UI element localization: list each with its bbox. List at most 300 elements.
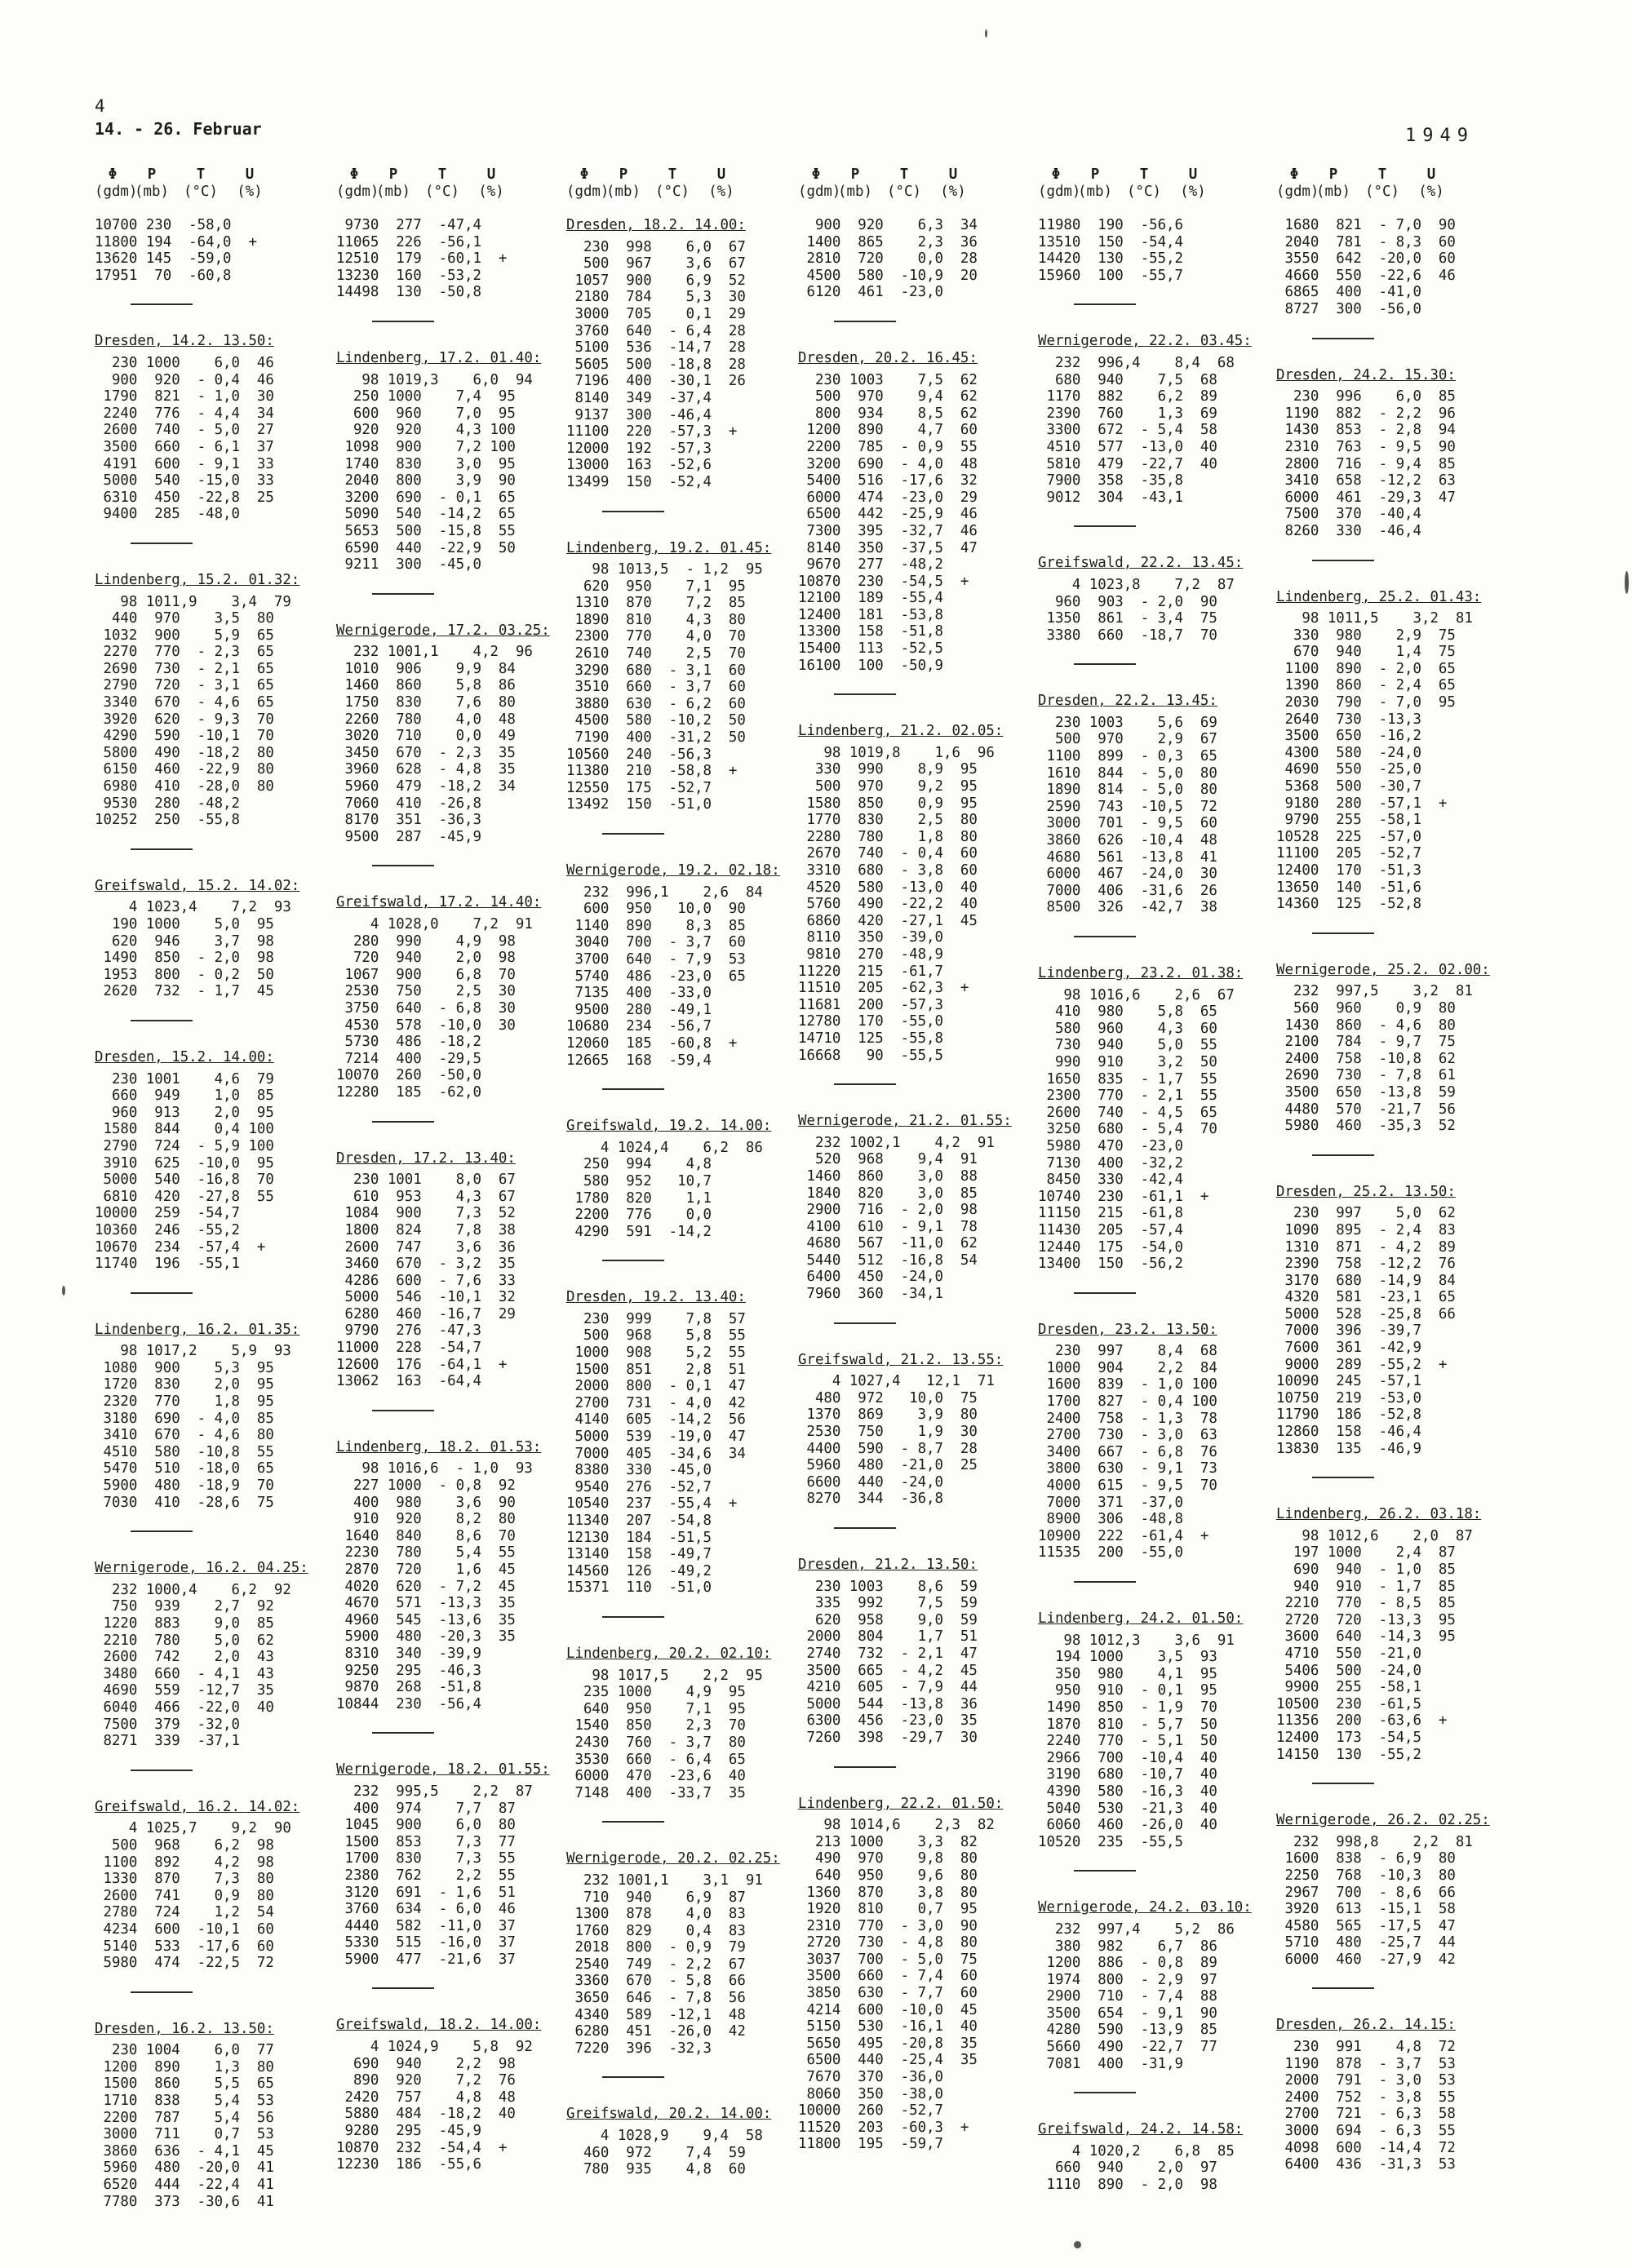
data-row: 1100 890 - 2,0 65 [1276,660,1456,677]
data-row: 2967 700 - 8,6 66 [1276,1884,1456,1901]
data-row: 1330 870 7,3 80 [95,1871,274,1888]
data-row: 9400 285 -48,0 [95,506,240,523]
data-row: 11980 190 -56,6 [1038,217,1183,233]
data-row: 8140 349 -37,4 [566,389,712,406]
data-row: 3000 705 0,1 29 [566,305,746,322]
data-row: 9211 300 -45,0 [336,556,481,574]
data-row: 670 940 1,4 75 [1276,644,1456,661]
data-row: 4286 600 - 7,6 33 [336,1272,516,1289]
data-row: 4000 615 - 9,5 70 [1038,1477,1217,1495]
data-row: 10000 259 -54,7 [95,1205,240,1222]
data-row: 7260 398 -29,7 30 [798,1729,978,1746]
data-column [95,166,333,2238]
data-row: 7900 358 -35,8 [1038,472,1183,489]
data-row: 2640 730 -13,3 [1276,711,1421,728]
sounding-block [336,2017,574,2173]
data-row: 960 913 2,0 95 [95,1104,274,1121]
data-row: 98 1012,3 3,6 91 [1038,1632,1235,1649]
data-row: 12600 176 -64,1 + [336,1356,508,1373]
data-row: 11800 194 -64,0 + [95,233,257,250]
date-range: 14. - 26. Februar [95,119,262,139]
block-separator [131,1292,193,1294]
data-row: 2690 730 - 2,1 65 [95,660,274,677]
data-row: 2590 743 -10,5 72 [1038,798,1217,815]
data-row: 1100 899 - 0,3 65 [1038,748,1217,765]
data-row: 13062 163 -64,4 [336,1373,481,1390]
data-row: 2210 770 - 8,5 85 [1276,1595,1456,1612]
data-row: 11340 207 -54,8 [566,1513,712,1529]
data-row: 580 960 4,3 60 [1038,1020,1217,1037]
data-row: 5800 490 -18,2 80 [95,744,274,761]
data-row: 3500 650 -16,2 [1276,728,1421,745]
data-row: 1200 890 1,3 80 [95,2058,274,2075]
data-row: 11065 226 -56,1 [336,233,481,250]
header-cell: (%) [1180,183,1206,200]
station-title: Wernigerode, 16.2. 04.25: [95,1560,308,1577]
data-row: 3880 630 - 6,2 60 [566,695,746,712]
sounding-block [1276,1184,1514,1479]
data-row: 1974 800 - 2,9 97 [1038,1971,1217,1988]
block-separator [1074,1870,1136,1872]
data-row: 7780 373 -30,6 41 [95,2193,274,2210]
station-title: Lindenberg, 17.2. 01.40: [336,349,542,366]
data-row: 960 903 - 2,0 90 [1038,593,1217,610]
column-header [798,166,1036,217]
data-row: 1084 900 7,3 52 [336,1205,516,1222]
data-row: 4234 600 -10,1 60 [95,1920,274,1938]
sounding-block [1276,589,1514,934]
data-row: 8450 330 -42,4 [1038,1172,1183,1189]
station-title: Wernigerode, 18.2. 01.55: [336,1761,550,1779]
data-row: 3340 670 - 4,6 65 [95,694,274,711]
data-row: 5330 515 -16,0 37 [336,1934,516,1951]
data-row: 3000 701 - 9,5 60 [1038,815,1217,832]
data-row: 2600 742 2,0 43 [95,1649,274,1666]
speck-mark [62,1286,65,1296]
data-row: 9012 304 -43,1 [1038,489,1183,506]
data-row: 2210 780 5,0 62 [95,1632,274,1649]
data-row: 4520 580 -13,0 40 [798,879,978,896]
data-row: 4710 550 -21,0 [1276,1645,1421,1662]
data-row: 1360 870 3,8 80 [798,1884,978,1901]
data-row: 3200 690 - 4,0 48 [798,455,978,472]
data-row: 1790 821 - 1,0 30 [95,388,274,405]
station-title: Greifswald, 15.2. 14.02: [95,877,300,894]
block-separator [1312,560,1374,561]
header-symbols [1276,166,1514,184]
data-row: 10540 237 -55,4 + [566,1495,738,1513]
data-row: 15400 113 -52,5 [798,640,943,658]
station-title: Wernigerode, 20.2. 02.25: [566,1850,780,1867]
data-row: 10844 230 -56,4 [336,1695,481,1712]
data-row: 9790 276 -47,3 [336,1322,481,1340]
data-row: 9900 255 -58,1 [1276,1679,1421,1696]
data-row: 3410 670 - 4,6 80 [95,1427,274,1444]
data-row: 2720 720 -13,3 95 [1276,1611,1456,1628]
data-row: 4 1028,0 7,2 91 [336,916,533,932]
header-symbols [336,166,574,184]
data-row: 5150 530 -16,1 40 [798,2018,978,2035]
sounding-block [95,1322,333,1533]
data-row: 10520 235 -55,5 [1038,1833,1183,1850]
data-row: 500 967 3,6 67 [566,255,746,272]
header-cell: Φ [1051,166,1061,183]
block-separator [1074,936,1136,937]
block-separator [834,321,896,322]
data-row: 7214 400 -29,5 [336,1050,481,1067]
data-row: 5810 479 -22,7 40 [1038,455,1217,472]
data-row: 2000 800 - 0,1 47 [566,1378,746,1395]
data-row: 1190 882 - 2,2 96 [1276,405,1456,422]
data-row: 12510 179 -60,1 + [336,250,508,268]
data-row: 230 997 5,0 62 [1276,1205,1456,1222]
data-row: 230 1003 5,6 69 [1038,714,1217,731]
data-row: 232 997,5 3,2 81 [1276,983,1473,1000]
data-row: 350 980 4,1 95 [1038,1665,1217,1682]
sounding-block [95,333,333,544]
data-row: 250 994 4,8 [566,1156,712,1173]
data-row: 4440 582 -11,0 37 [336,1917,516,1934]
data-row: 7000 371 -37,0 [1038,1494,1183,1511]
data-row: 8060 350 -38,0 [798,2085,943,2102]
station-title: Greifswald, 19.2. 14.00: [566,1118,772,1135]
station-title: Greifswald, 20.2. 14.00: [566,2106,772,2123]
data-row: 2040 781 - 8,3 60 [1276,233,1456,250]
data-row: 1600 838 - 6,9 80 [1276,1850,1456,1867]
data-row: 4400 590 - 8,7 28 [798,1440,978,1457]
block-separator [372,321,434,322]
data-row: 4 1023,4 7,2 93 [95,899,291,916]
data-row: 2530 750 1,9 30 [798,1424,978,1441]
station-title: Dresden, 26.2. 14.15: [1276,2017,1456,2034]
sounding-block [566,1646,805,1823]
data-row: 6120 461 -23,0 [798,284,943,301]
sounding-block [566,1289,805,1618]
data-row: 13492 150 -51,0 [566,796,712,813]
data-row: 13000 163 -52,6 [566,457,712,474]
data-row: 2280 780 1,8 80 [798,828,978,845]
data-row: 2900 716 - 2,0 98 [798,1202,978,1219]
station-title: Lindenberg, 26.2. 03.18: [1276,1506,1482,1523]
data-row: 10500 230 -61,5 [1276,1695,1421,1712]
station-title: Lindenberg, 18.2. 01.53: [336,1438,542,1455]
data-row: 1953 800 - 0,2 50 [95,966,274,983]
data-row: 3760 640 - 6,4 28 [566,322,746,339]
data-row: 1170 882 6,2 89 [1038,388,1217,405]
data-row: 4680 567 -11,0 62 [798,1235,978,1252]
data-row: 4290 591 -14,2 [566,1223,712,1240]
data-row: 7500 370 -40,4 [1276,506,1421,523]
data-row: 2690 730 - 7,8 61 [1276,1067,1456,1084]
data-row: 3170 680 -14,9 84 [1276,1272,1456,1289]
sounding-block [95,572,333,850]
data-row: 2800 716 - 9,4 85 [1276,455,1456,472]
block-separator [834,693,896,695]
header-cell: T [1139,166,1149,183]
data-row: 3450 670 - 2,3 35 [336,744,516,761]
data-row: 7000 405 -34,6 34 [566,1445,746,1462]
data-row: 800 934 8,5 62 [798,405,978,422]
data-row: 9280 295 -45,9 [336,2123,481,2140]
station-title: Lindenberg, 23.2. 01.38: [1038,965,1244,981]
data-row: 5406 500 -24,0 [1276,1662,1421,1679]
station-title: Dresden, 23.2. 13.50: [1038,1321,1217,1338]
data-row: 440 970 3,5 80 [95,610,274,627]
sounding-block [566,1118,805,1261]
data-row: 3300 672 - 5,4 58 [1038,422,1217,439]
block-separator [1312,1154,1374,1156]
station-title: Dresden, 16.2. 13.50: [95,2020,274,2037]
sounding-block [566,217,805,512]
data-row: 5880 484 -18,2 40 [336,2106,516,2123]
header-units [95,184,333,201]
data-row: 9500 287 -45,9 [336,828,481,845]
data-row: 3380 660 -18,7 70 [1038,627,1217,644]
data-row: 3250 680 - 5,4 70 [1038,1121,1217,1138]
data-row: 2040 800 3,9 90 [336,472,516,489]
data-row: 2380 762 2,2 55 [336,1867,516,1884]
data-row: 7060 410 -26,8 [336,795,481,812]
data-row: 230 996 6,0 85 [1276,388,1456,405]
station-title: Lindenberg, 25.2. 01.43: [1276,588,1482,605]
header-cell: P [619,166,628,183]
data-row: 4510 577 -13,0 40 [1038,438,1217,455]
data-row: 3120 691 - 1,6 51 [336,1884,516,1901]
block-separator [602,1260,664,1261]
sounding-block [1038,965,1276,1294]
data-row: 232 1002,1 4,2 91 [798,1134,995,1151]
data-row: 500 968 6,2 98 [95,1836,274,1854]
block-separator [372,1732,434,1734]
data-row: 10750 219 -53,0 [1276,1389,1421,1406]
data-row: 8270 344 -36,8 [798,1491,943,1508]
data-row: 990 910 3,2 50 [1038,1053,1217,1070]
data-row: 5653 500 -15,8 55 [336,522,516,539]
data-row: 580 952 10,7 [566,1172,712,1189]
data-row: 4320 581 -23,1 65 [1276,1289,1456,1306]
data-row: 5368 500 -30,7 [1276,778,1421,795]
data-row: 3920 620 - 9,3 70 [95,711,274,728]
data-row: 3360 670 - 5,8 66 [566,1973,746,1990]
data-row: 9730 277 -47,4 [336,217,481,233]
data-row: 4690 550 -25,0 [1276,761,1421,778]
data-row: 2200 785 - 0,9 55 [798,438,978,455]
data-row: 4510 580 -10,8 55 [95,1443,274,1460]
data-row: 1370 869 3,9 80 [798,1406,978,1424]
data-row: 11740 196 -55,1 [95,1256,240,1273]
data-row: 400 974 7,7 87 [336,1800,516,1817]
data-row: 13300 158 -51,8 [798,623,943,640]
data-row: 230 991 4,8 72 [1276,2039,1456,2056]
data-row: 950 910 - 0,1 95 [1038,1682,1217,1699]
data-row: 2260 780 4,0 48 [336,711,516,728]
data-row: 940 910 - 1,7 85 [1276,1578,1456,1595]
sounding-block [566,862,805,1090]
data-row: 2620 732 - 1,7 45 [95,983,274,1000]
data-row: 500 970 2,9 67 [1038,731,1217,748]
data-row: 5040 530 -21,3 40 [1038,1800,1217,1817]
data-row: 5900 480 -18,9 70 [95,1477,274,1495]
data-row: 13140 158 -49,7 [566,1546,712,1563]
data-row: 7196 400 -30,1 26 [566,373,746,390]
data-row: 9180 280 -57,1 + [1276,795,1448,812]
sounding-block [798,217,1036,322]
data-row: 10528 225 -57,0 [1276,828,1421,845]
data-row: 98 1013,5 - 1,2 95 [566,561,763,578]
data-row: 2030 790 - 7,0 95 [1276,694,1456,711]
sounding-block [95,2021,333,2211]
data-row: 1800 824 7,8 38 [336,1221,516,1238]
block-separator [1074,2092,1136,2093]
data-row: 14710 125 -55,8 [798,1030,943,1047]
data-row: 12400 181 -53,8 [798,606,943,623]
data-row: 1600 839 - 1,0 100 [1038,1376,1217,1393]
data-row: 11356 200 -63,6 + [1276,1712,1448,1730]
sounding-block [566,540,805,835]
sounding-block [1038,1899,1276,2093]
data-row: 12665 168 -59,4 [566,1052,712,1069]
data-row: 5960 479 -18,2 34 [336,778,516,795]
header-cell: (mb) [838,183,872,200]
data-row: 330 980 2,9 75 [1276,627,1456,644]
block-separator [1074,303,1136,305]
block-separator [131,1770,193,1771]
data-row: 1650 835 - 1,7 55 [1038,1070,1217,1087]
station-title: Wernigerode, 17.2. 03.25: [336,622,550,639]
speck-mark [985,29,987,38]
data-row: 7000 406 -31,6 26 [1038,882,1217,899]
data-row: 5710 480 -25,7 44 [1276,1934,1456,1951]
data-row: 3500 660 - 7,4 60 [798,1968,978,1985]
data-row: 660 940 2,0 97 [1038,2159,1217,2177]
data-row: 5760 490 -22,2 40 [798,896,978,913]
sounding-block [1038,555,1276,665]
sounding-block [566,1850,805,2078]
header-cell: (%) [478,183,504,200]
data-row: 2300 770 - 2,1 55 [1038,1087,1217,1105]
block-separator [1074,525,1136,527]
data-row: 14360 125 -52,8 [1276,896,1421,913]
data-row: 10740 230 -61,1 + [1038,1188,1209,1205]
data-row: 5000 539 -19,0 47 [566,1429,746,1446]
data-row: 98 1011,9 3,4 79 [95,593,291,610]
station-title: Dresden, 19.2. 13.40: [566,1289,746,1306]
data-row: 6590 440 -22,9 50 [336,539,516,556]
data-row: 12000 192 -57,3 [566,440,712,457]
data-row: 230 1001 8,0 67 [336,1172,516,1189]
data-row: 1045 900 6,0 80 [336,1817,516,1834]
data-row: 1430 853 - 2,8 94 [1276,422,1456,439]
data-row: 1760 829 0,4 83 [566,1922,746,1939]
header-cell: (°C) [1365,183,1399,200]
page-number: 4 [95,96,105,116]
sounding-block [1038,1322,1276,1583]
data-row: 900 920 6,3 34 [798,217,978,233]
data-row: 5900 480 -20,3 35 [336,1628,516,1646]
sounding-block [95,878,333,1021]
data-row: 11520 203 -60,3 + [798,2119,969,2136]
sounding-block [798,1352,1036,1529]
header-units [1038,184,1276,201]
data-row: 194 1000 3,5 93 [1038,1649,1217,1666]
column-header [1038,166,1276,217]
station-title: Wernigerode, 19.2. 02.18: [566,862,780,879]
header-cell: (mb) [606,183,641,200]
data-row: 6500 442 -25,9 46 [798,506,978,523]
data-row: 3460 670 - 3,2 35 [336,1256,516,1273]
data-row: 730 940 5,0 55 [1038,1037,1217,1054]
data-row: 14560 126 -49,2 [566,1562,712,1579]
data-row: 2400 752 - 3,8 55 [1276,2089,1456,2106]
data-row: 3000 711 0,7 53 [95,2126,274,2143]
data-row: 7220 396 -32,3 [566,2040,712,2057]
data-row: 9137 300 -46,4 [566,406,712,423]
data-row: 13230 160 -53,2 [336,267,481,284]
sounding-block [95,1049,333,1294]
data-row: 13650 140 -51,6 [1276,879,1421,896]
data-row: 7300 395 -32,7 46 [798,522,978,539]
block-separator [1312,338,1374,339]
data-row: 8500 326 -42,7 38 [1038,899,1217,916]
data-row: 1750 830 7,6 80 [336,694,516,711]
column-header [336,166,574,217]
header-cell: (°C) [887,183,921,200]
data-row: 6060 460 -26,0 40 [1038,1817,1217,1834]
sounding-block [336,350,574,595]
data-row: 12550 175 -52,7 [566,779,712,796]
data-row: 1890 814 - 5,0 80 [1038,782,1217,799]
header-cell: (mb) [135,183,169,200]
data-row: 620 946 3,7 98 [95,932,274,950]
data-row: 12060 185 -60,8 + [566,1034,738,1052]
station-title: Dresden, 14.2. 13.50: [95,333,274,350]
data-row: 8900 306 -48,8 [1038,1511,1183,1528]
header-cell: (%) [237,183,263,200]
data-row: 9870 268 -51,8 [336,1679,481,1696]
data-row: 4191 600 - 9,1 33 [95,455,274,472]
data-row: 2810 720 0,0 28 [798,250,978,268]
data-row: 4500 580 -10,9 20 [798,267,978,284]
data-row: 3200 690 - 0,1 65 [336,489,516,506]
station-title: Lindenberg, 20.2. 02.10: [566,1645,772,1662]
header-symbols [798,166,1036,184]
data-row: 12400 170 -51,3 [1276,862,1421,879]
data-row: 2310 763 - 9,5 90 [1276,438,1456,455]
data-row: 1098 900 7,2 100 [336,438,516,455]
data-row: 6150 460 -22,9 80 [95,761,274,778]
data-row: 2966 700 -10,4 40 [1038,1749,1217,1766]
data-row: 500 970 9,2 95 [798,778,978,795]
data-row: 13499 150 -52,4 [566,473,712,490]
data-row: 5000 546 -10,1 32 [336,1289,516,1306]
data-row: 6000 461 -29,3 47 [1276,489,1456,506]
block-separator [834,1083,896,1085]
block-separator [602,1821,664,1823]
header-cell: (°C) [655,183,690,200]
data-row: 680 940 7,5 68 [1038,371,1217,388]
data-row: 12860 158 -46,4 [1276,1424,1421,1441]
data-row: 232 996,4 8,4 68 [1038,354,1235,371]
data-row: 280 990 4,9 98 [336,932,516,950]
header-cell: T [899,166,909,183]
data-row: 230 999 7,8 57 [566,1310,746,1327]
data-row: 380 982 6,7 86 [1038,1938,1217,1955]
header-cell: (°C) [1127,183,1161,200]
header-cell: Φ [1289,166,1299,183]
data-row: 3500 660 - 6,1 37 [95,438,274,455]
data-row: 232 1001,1 3,1 91 [566,1872,763,1889]
data-row: 98 1016,6 2,6 67 [1038,986,1235,1003]
